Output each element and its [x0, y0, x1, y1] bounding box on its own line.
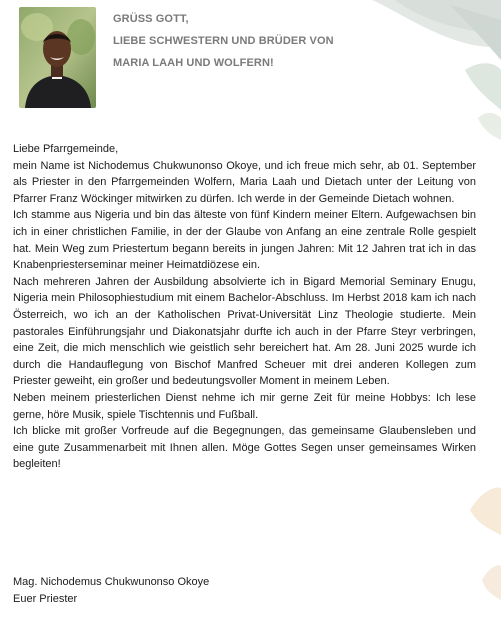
signature-block	[13, 574, 473, 607]
header-line-2: LIEBE SCHWESTERN UND BRÜDER VON	[113, 35, 334, 47]
paragraph-introduction: mein Name ist Nichodemus Chukwunonso Okoye, und ich freue mich sehr, ab 01. September als Priester in den Pfarrgemeinden Wolfern, Maria Laah und Dietach unter der Leitung von Pfarrer Franz Wöckinger mitwirken zu dürfen. Ich werde in der Gemeinde Dietach wohnen.	[13, 159, 476, 205]
paragraph-hobbies: Neben meinem priesterlichen Dienst nehme ich mir gerne Zeit für meine Hobbys: Ich lese gerne, höre Musik, spiele Tischtennis und Fußball.	[13, 391, 476, 421]
author-name: Mag. Nichodemus Chukwunonso Okoye	[13, 576, 210, 588]
header-line-3: MARIA LAAH UND WOLFERN!	[113, 57, 274, 69]
priest-portrait-photo	[19, 7, 96, 108]
letter-body	[13, 141, 476, 473]
salutation: Liebe Pfarrgemeinde,	[13, 143, 119, 155]
paragraph-background: Ich stamme aus Nigeria und bin das älteste von fünf Kindern meiner Eltern. Aufgewachsen bin ich in einer christlichen Familie, in der der Glaube von Anfang an eine zentrale Rolle gespielt hat. Mein Weg zum Priestertum begann bereits in jungen Jahren: Mit 12 Jahren trat ich in das Knabenpriesterseminar meiner Heimatdiözese ein.	[13, 209, 476, 272]
author-role: Euer Priester	[13, 592, 78, 605]
header-line-1: GRÜSS GOTT,	[113, 13, 189, 25]
paragraph-outlook: Ich blicke mit großer Vorfreude auf die Begegnungen, das gemeinsame Glaubensleben und eine gute Zusammenarbeit mit Ihnen allen. Möge Gottes Segen unser gemeinsames Wirken begleiten!	[13, 425, 476, 471]
paragraph-education: Nach mehreren Jahren der Ausbildung absolvierte ich in Bigard Memorial Seminary Enugu, Nigeria mein Philosophiestudium mit einem Bachelor-Abschluss. Im Herbst 2018 kam ich nach Österreich, wo ich an der Katholischen Privat-Universität Linz Theologie studierte. Mein pastorales Einführungsjahr und Diakonatsjahr durfte ich auch in der Pfarre Steyr verbringen, eine Zeit, die mich menschlich wie geistlich sehr bereichert hat. Am 28. Juni 2025 wurde ich durch die Handauflegung von Bischof Manfred Scheuer mit drei anderen Kollegen zum Priester geweiht, ein großer und bedeutungsvoller Moment in meinem Leben.	[13, 275, 476, 388]
greeting-header	[113, 8, 393, 74]
